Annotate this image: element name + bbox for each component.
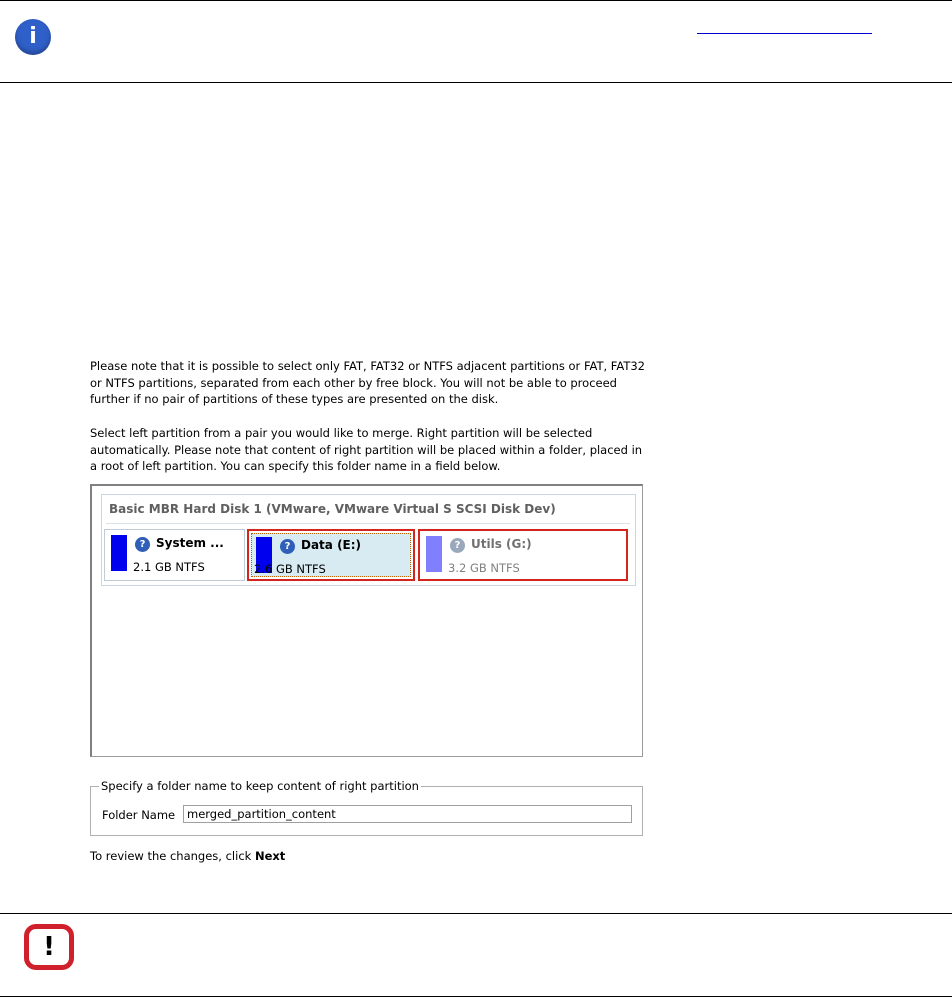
selection-highlight xyxy=(251,533,411,577)
info-icon-glyph: i xyxy=(29,24,37,49)
folder-name-group xyxy=(90,779,643,836)
partition-data-selected[interactable] xyxy=(247,529,415,581)
help-icon: ? xyxy=(280,539,295,554)
top-rule xyxy=(0,0,952,1)
folder-name-input[interactable]: merged_partition_content xyxy=(183,805,632,823)
partition-system[interactable] xyxy=(104,529,245,581)
disk-frame xyxy=(101,494,636,586)
partition-utils[interactable] xyxy=(418,529,628,581)
partition-size: 2.6 GB NTFS xyxy=(254,562,326,576)
disk-title: Basic MBR Hard Disk 1 (VMware, VMware Virtual S SCSI Disk Dev) xyxy=(109,502,556,516)
info-bottom-rule xyxy=(0,82,952,83)
info-icon xyxy=(15,19,51,55)
warning-icon-glyph: ! xyxy=(43,932,55,962)
note-paragraph: Please note that it is possible to select only FAT, FAT32 or NTFS adjacent partitions or FAT, FAT32 or NTFS partitions, separated from each other by free block. You will not be able to proceed further if no pair of partitions of these types are presented on the disk. xyxy=(90,359,645,406)
partition-size: 2.1 GB NTFS xyxy=(133,560,205,574)
disk-divider xyxy=(106,523,630,524)
partition-name: Utils (G:) xyxy=(471,537,532,551)
folder-name-label: Folder Name xyxy=(102,808,176,822)
warning-top-rule xyxy=(0,913,952,914)
disk-map-panel xyxy=(90,484,643,757)
partition-bar xyxy=(426,536,442,572)
group-legend: Specify a folder name to keep content of right partition xyxy=(101,779,419,793)
review-instruction xyxy=(90,849,285,863)
warning-icon xyxy=(24,924,74,970)
partition-bar xyxy=(111,535,127,571)
instruction-paragraph: Select left partition from a pair you would like to merge. Right partition will be selected automatically. Please note that content of right partition will be placed within a folder, placed in a root of left partition. You can specify this folder name in a field below. xyxy=(90,426,643,473)
partition-name: System ... xyxy=(156,536,224,550)
partition-size: 3.2 GB NTFS xyxy=(448,561,520,575)
partition-name: Data (E:) xyxy=(301,538,362,552)
warning-bottom-rule xyxy=(0,996,952,997)
review-next-word: Next xyxy=(254,849,286,863)
help-icon: ? xyxy=(135,537,150,552)
help-icon: ? xyxy=(450,538,465,553)
review-prefix: To review the changes, click xyxy=(90,849,255,863)
hyperlink[interactable] xyxy=(697,33,872,34)
